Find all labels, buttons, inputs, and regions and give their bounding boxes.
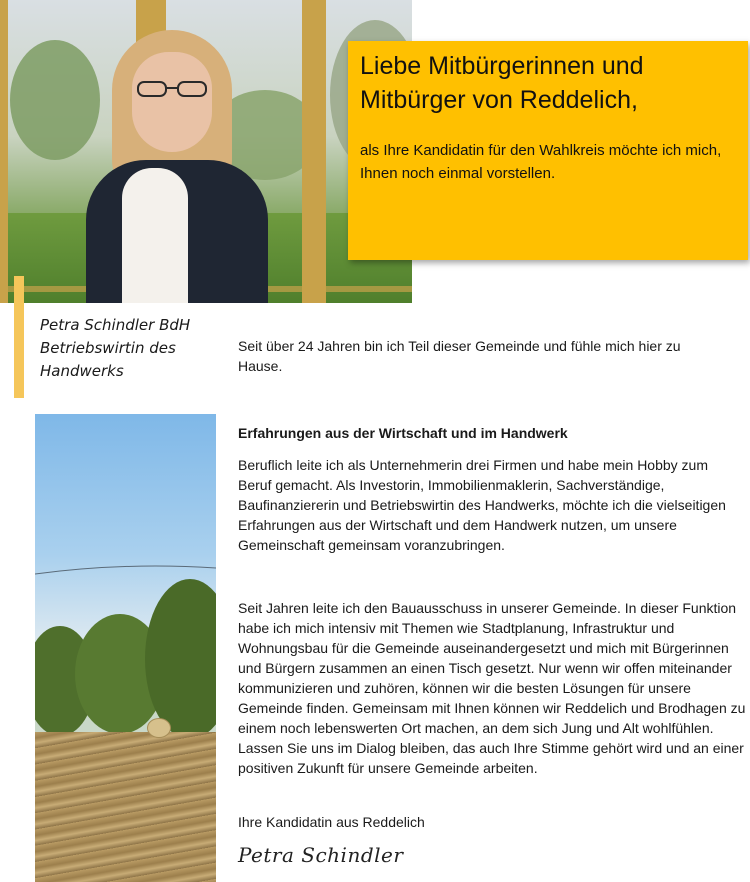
caption-name: Petra Schindler BdH (40, 316, 191, 334)
paragraph-committee: Seit Jahren leite ich den Bauausschuss in unserer Gemeinde. In dieser Funktion habe ich mich intensiv mit Themen wie Stadtplanung, Infrastruktur und Wohnungsbau für die Gemeinde auseinandergesetzt und mich mit Bürgerinnen und Bürgern zusammen an einen Tisch gesetzt. Nur wenn wir offen miteinander kommunizieren und zuhören, können wir die besten Lösungen für unsere Gemeinde finden. Gemeinsam mit Ihnen können wir Reddelich und Brodhagen zu einem noch lebenswerten Ort machen, an dem sich Jung und Alt wohlfühlen. Lassen Sie uns im Dialog bleiben, das auch Ihre Stimme gehört wird und an einer positiven Zukunft für unsere Gemeinde arbeiten. (238, 600, 746, 776)
photo-caption (40, 314, 220, 383)
closing-line: Ihre Kandidatin aus Reddelich (238, 814, 425, 830)
caption-title-line2: Handwerks (40, 362, 124, 380)
greeting-box (348, 41, 748, 260)
caption-accent-bar (14, 276, 24, 398)
field-photo (35, 414, 216, 882)
signature: Petra Schindler (238, 843, 404, 867)
greeting-heading: Liebe Mitbürgerinnen und Mitbürger von Reddelich, (360, 52, 644, 114)
caption-title-line1: Betriebswirtin des (40, 339, 176, 357)
greeting-intro: als Ihre Kandidatin für den Wahlkreis möchte ich mich, Ihnen noch einmal vorstellen. (360, 142, 722, 182)
paragraph-experience: Beruflich leite ich als Unternehmerin drei Firmen und habe mein Hobby zum Beruf gemacht. Als Investorin, Immobilienmaklerin, Sachverständige, Baufinanziererin und Betriebswirtin des Handwerks, möchte ich die vielseitigen Erfahrungen aus der Wirtschaft und dem Handwerk nutzen, um unsere Gemeinschaft gemeinsam voranzubringen. (238, 457, 726, 553)
section-heading: Erfahrungen aus der Wirtschaft und im Handwerk (238, 425, 568, 441)
intro-text: Seit über 24 Jahren bin ich Teil dieser Gemeinde und fühle mich hier zu Hause. (238, 338, 681, 374)
